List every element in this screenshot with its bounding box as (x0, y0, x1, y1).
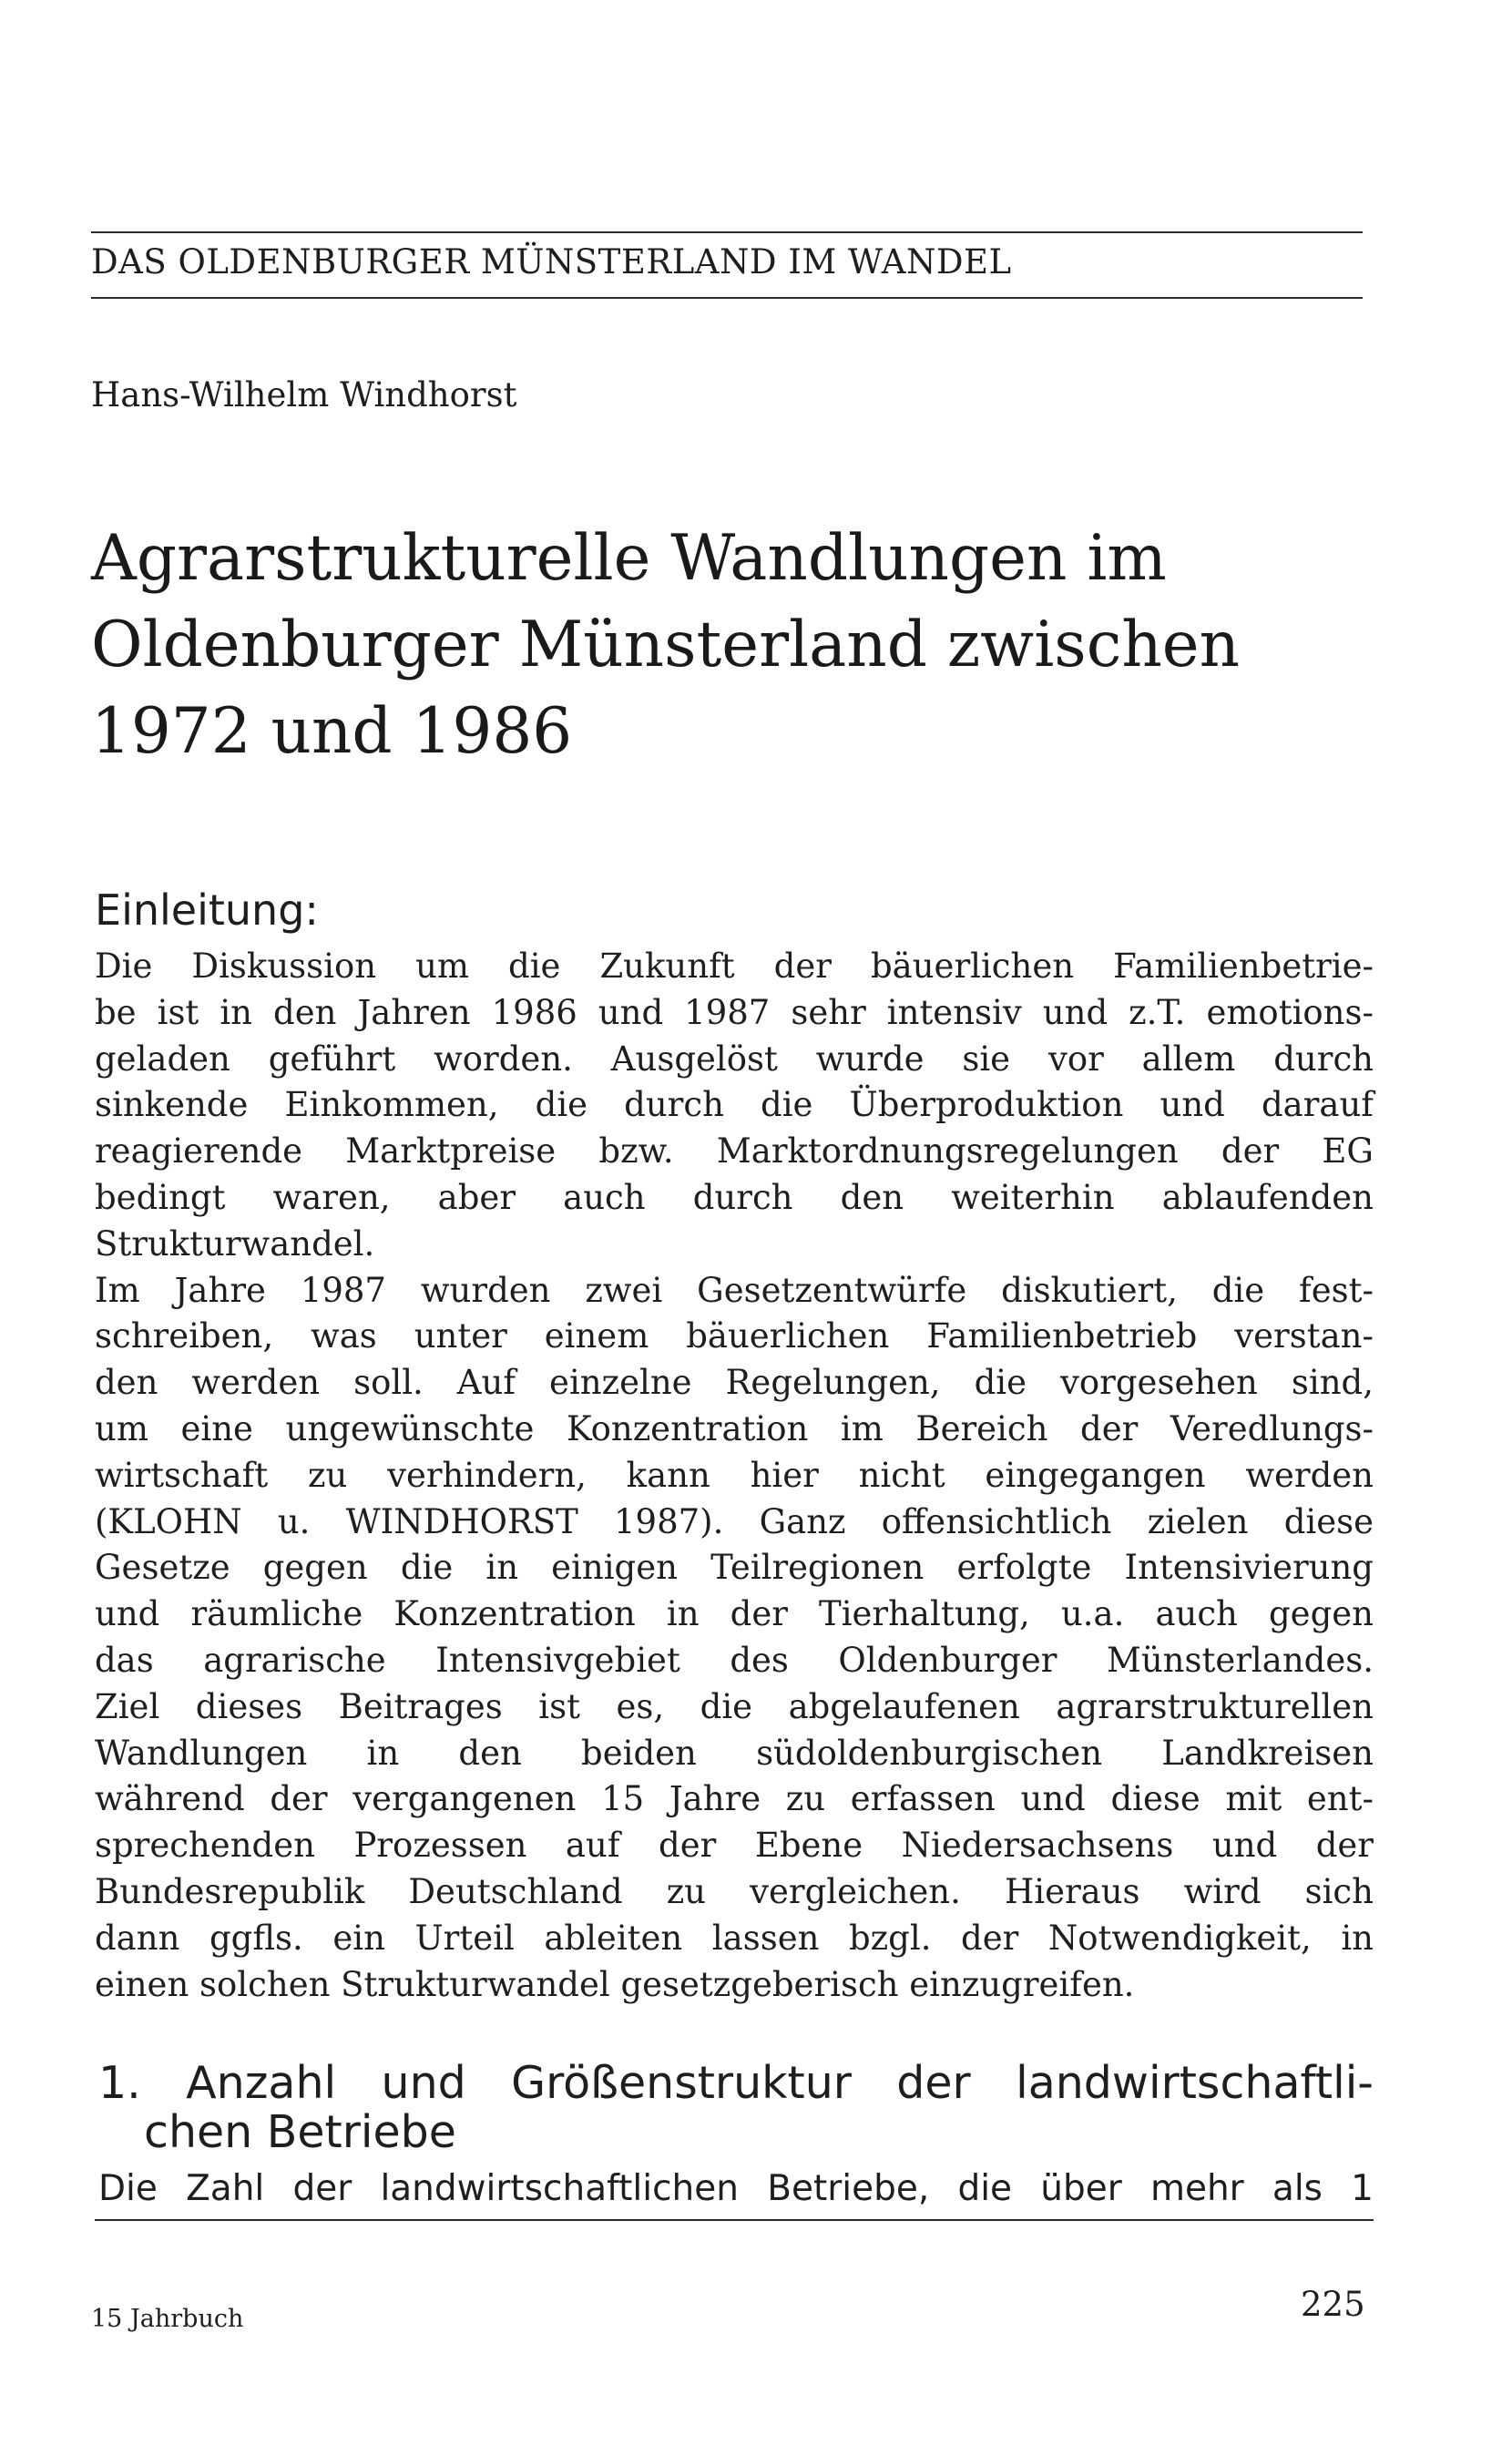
text-line: sprechenden Prozessen auf der Ebene Niedersachsens und der (95, 1826, 1374, 1866)
text-line: sinkende Einkommen, die durch die Überproduktion und darauf (95, 1085, 1374, 1125)
text-line: das agrarische Intensivgebiet des Oldenburger Münsterlandes. (95, 1640, 1374, 1680)
section-1-text: Die Zahl der landwirtschaftlichen Betriebe, die über mehr als 1 (98, 2168, 1374, 2209)
text-line: dann ggfls. ein Urteil ableiten lassen bzgl. der Notwendigkeit, in (95, 1918, 1374, 1958)
text-line: den werden soll. Auf einzelne Regelungen, die vorgesehen sind, (95, 1363, 1374, 1403)
text-line: während der vergangenen 15 Jahre zu erfassen und diese mit ent- (95, 1779, 1374, 1819)
header-top-rule (91, 231, 1363, 233)
heading-line: chen Betriebe (144, 2106, 456, 2158)
section-1-heading (98, 2059, 1374, 2157)
text-line: geladen geführt worden. Ausgelöst wurde sie vor allem durch (95, 1039, 1374, 1079)
text-line: (KLOHN u. WINDHORST 1987). Ganz offensichtlich zielen diese (95, 1501, 1374, 1541)
text-line: Gesetze gegen die in einigen Teilregionen erfolgte Intensivierung (95, 1548, 1374, 1588)
footer-rule (95, 2219, 1374, 2221)
page-number: 225 (1301, 2285, 1365, 2324)
heading-line: 1. Anzahl und Größenstruktur der landwirtschaftli- (98, 2057, 1374, 2109)
text-line: und räumliche Konzentration in der Tierhaltung, u.a. auch gegen (95, 1594, 1374, 1634)
text-line: Die Diskussion um die Zukunft der bäuerlichen Familienbetrie- (95, 947, 1374, 986)
text-line: bedingt waren, aber auch durch den weiterhin ablaufenden (95, 1177, 1374, 1217)
text-line: schreiben, was unter einem bäuerlichen Familienbetrieb verstan- (95, 1316, 1374, 1356)
title-line: Agrarstrukturelle Wandlungen im (91, 522, 1167, 595)
title-line: Oldenburger Münsterland zwischen (91, 609, 1241, 681)
text-line: Wandlungen in den beiden südoldenburgischen Landkreisen (95, 1733, 1374, 1773)
text-line: reagierende Marktpreise bzw. Marktordnungsregelungen der EG (95, 1131, 1374, 1172)
intro-paragraphs (95, 944, 1374, 2008)
text-line: Bundesrepublik Deutschland zu vergleichen. Hieraus wird sich (95, 1871, 1374, 1911)
title-line: 1972 und 1986 (91, 695, 573, 768)
signature-mark: 15 Jahrbuch (91, 2305, 244, 2333)
intro-heading: Einleitung: (95, 885, 319, 935)
article-title (91, 516, 1384, 775)
running-head: DAS OLDENBURGER MÜNSTERLAND IM WANDEL (91, 242, 1012, 281)
text-line: Strukturwandel. (95, 1223, 375, 1264)
header-bottom-rule (91, 297, 1363, 299)
text-line: Ziel dieses Beitrages ist es, die abgelaufenen agrarstrukturellen (95, 1686, 1374, 1726)
text-line: um eine ungewünschte Konzentration im Bereich der Veredlungs- (95, 1408, 1374, 1448)
text-line: be ist in den Jahren 1986 und 1987 sehr intensiv und z.T. emotions- (95, 992, 1374, 1032)
text-line: wirtschaft zu verhindern, kann hier nicht eingegangen werden (95, 1455, 1374, 1495)
text-line: Im Jahre 1987 wurden zwei Gesetzentwürfe diskutiert, die fest- (95, 1270, 1374, 1310)
author-name: Hans-Wilhelm Windhorst (91, 375, 517, 414)
text-line: einen solchen Strukturwandel gesetzgeberisch einzugreifen. (95, 1964, 1135, 2004)
